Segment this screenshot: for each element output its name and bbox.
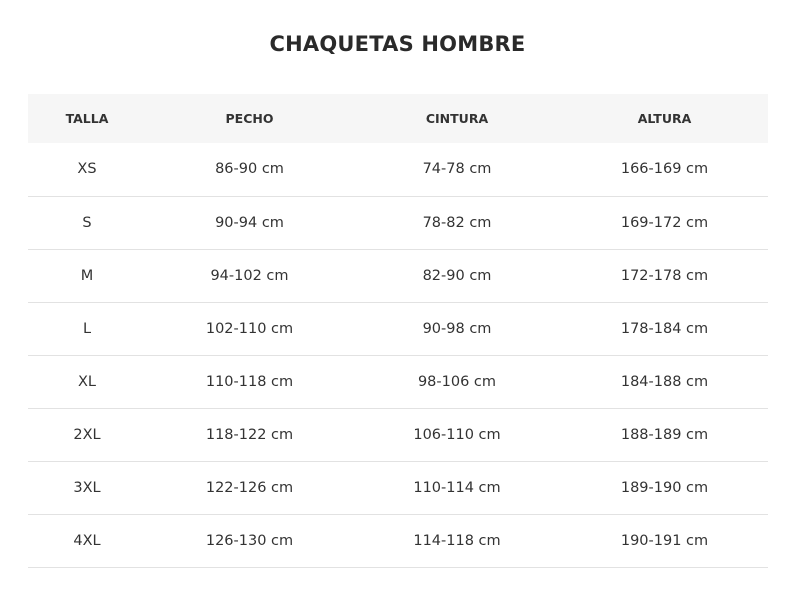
- cell-cintura: 82-90 cm: [422, 267, 492, 284]
- cell-talla: XL: [77, 373, 96, 390]
- table-row: [28, 249, 768, 302]
- table-body: [28, 143, 768, 567]
- cell-cintura: 98-106 cm: [417, 373, 497, 390]
- cell-talla: 2XL: [73, 426, 101, 443]
- cell-pecho: 94-102 cm: [210, 267, 289, 284]
- cell-pecho: 126-130 cm: [205, 532, 294, 549]
- table-row: [28, 408, 768, 461]
- cell-altura: 166-169 cm: [620, 161, 709, 178]
- cell-altura: 184-188 cm: [620, 373, 709, 390]
- table-header: [28, 94, 768, 143]
- header-pecho: PECHO: [225, 111, 274, 126]
- cell-cintura: 90-98 cm: [422, 320, 492, 337]
- cell-pecho: 118-122 cm: [205, 426, 294, 443]
- cell-altura: 190-191 cm: [620, 532, 709, 549]
- table-row: [28, 196, 768, 249]
- header-talla: TALLA: [65, 111, 109, 126]
- cell-pecho: 86-90 cm: [215, 161, 284, 178]
- header-row: [28, 94, 768, 143]
- size-table: [28, 94, 768, 568]
- table-row: [28, 143, 768, 196]
- cell-talla: M: [80, 267, 94, 284]
- cell-talla: 4XL: [73, 532, 101, 549]
- cell-pecho: 102-110 cm: [205, 320, 294, 337]
- cell-cintura: 114-118 cm: [413, 532, 501, 549]
- cell-cintura: 110-114 cm: [413, 479, 501, 496]
- cell-pecho: 110-118 cm: [205, 373, 294, 390]
- cell-cintura: 106-110 cm: [413, 426, 501, 443]
- table-row: [28, 461, 768, 514]
- cell-talla: L: [82, 320, 92, 337]
- table-row: [28, 302, 768, 355]
- cell-altura: 188-189 cm: [620, 426, 709, 443]
- header-cintura: CINTURA: [425, 111, 489, 126]
- cell-altura: 169-172 cm: [620, 214, 709, 231]
- cell-talla: S: [82, 214, 92, 231]
- cell-talla: 3XL: [73, 479, 101, 496]
- table-row: [28, 355, 768, 408]
- table-row: [28, 514, 768, 567]
- cell-altura: 189-190 cm: [620, 479, 709, 496]
- page-title: CHAQUETAS HOMBRE: [269, 32, 526, 56]
- cell-pecho: 122-126 cm: [205, 479, 294, 496]
- header-altura: ALTURA: [637, 111, 692, 126]
- cell-altura: 172-178 cm: [620, 267, 709, 284]
- cell-talla: XS: [77, 161, 97, 178]
- cell-cintura: 78-82 cm: [422, 214, 492, 231]
- cell-pecho: 90-94 cm: [215, 214, 284, 231]
- cell-altura: 178-184 cm: [620, 320, 709, 337]
- cell-cintura: 74-78 cm: [422, 161, 492, 178]
